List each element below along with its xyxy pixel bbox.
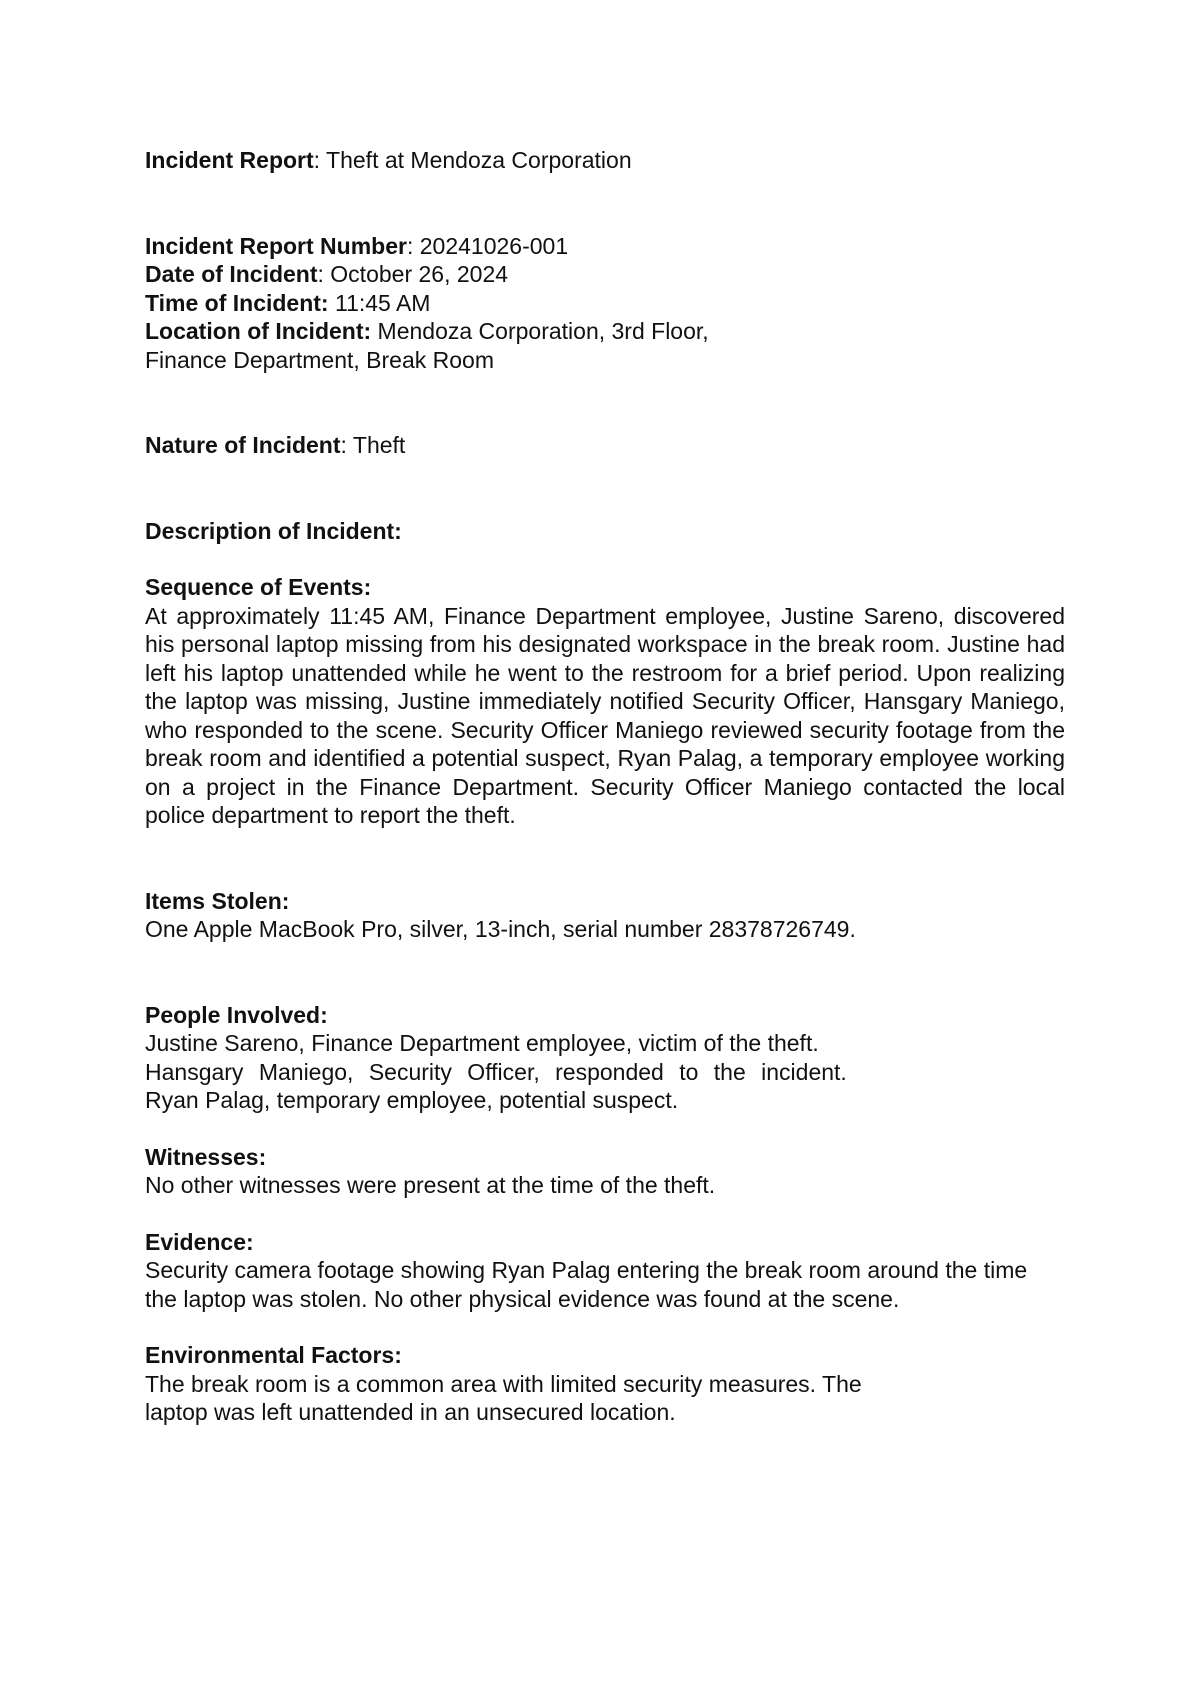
- people-heading: People Involved:: [145, 1001, 328, 1028]
- witnesses-heading: Witnesses:: [145, 1143, 267, 1170]
- incident-date: Date of Incident: October 26, 2024: [145, 261, 509, 287]
- people-line-2: Hansgary Maniego, Security Officer, responded to the incident.: [145, 1058, 847, 1085]
- incident-nature: Nature of Incident: Theft: [145, 432, 406, 458]
- incident-location-line2: Finance Department, Break Room: [145, 346, 494, 373]
- sequence-heading: Sequence of Events:: [145, 574, 372, 600]
- environment-heading: Environmental Factors:: [145, 1342, 402, 1368]
- report-title: Incident Report: Theft at Mendoza Corporation: [145, 147, 632, 173]
- incident-date-value: October 26, 2024: [330, 261, 509, 287]
- description-heading: Description of Incident:: [145, 517, 402, 544]
- incident-location: [145, 317, 1065, 346]
- items-stolen-heading: Items Stolen:: [145, 887, 290, 914]
- sequence-text: At approximately 11:45 AM, Finance Department employee, Justine Sareno, discovered his personal laptop missing from his designated workspace in the break room. Justine had left his laptop unattended while he went to the restroom for a brief period. Upon realizing the laptop was missing, Justine immediately notified Security Officer, Hansgary Maniego, who responded to the scene. Security Officer Maniego reviewed security footage from the break room and identified a potential suspect, Ryan Palag, a temporary employee working on a project in the Finance Department. Security Officer Maniego contacted the local police department to report the theft.: [145, 602, 1065, 828]
- incident-nature-value: Theft: [352, 432, 406, 458]
- report-title-label: Incident Report: [145, 147, 314, 173]
- incident-location-value-line1: Mendoza Corporation, 3rd Floor,: [377, 318, 709, 344]
- report-title-value: Theft at Mendoza Corporation: [326, 147, 632, 173]
- witnesses-text: No other witnesses were present at the time of the theft.: [145, 1172, 716, 1198]
- evidence-heading: Evidence:: [145, 1228, 254, 1255]
- report-number-value: 20241026-001: [419, 232, 569, 259]
- report-number-label: Incident Report Number: [145, 232, 407, 259]
- items-stolen-text: One Apple MacBook Pro, silver, 13-inch, serial number 28378726749.: [145, 916, 856, 942]
- incident-time-value: 11:45 AM: [334, 289, 431, 316]
- incident-date-label: Date of Incident: [145, 261, 318, 287]
- incident-report-document: [145, 146, 1065, 1427]
- report-number: Incident Report Number: 20241026-001: [145, 232, 569, 259]
- incident-time-label: Time of Incident:: [145, 289, 329, 316]
- evidence-text: Security camera footage showing Ryan Palag entering the break room around the time the laptop was stolen. No other physical evidence was found at the scene.: [145, 1257, 1028, 1312]
- people-line-3: Ryan Palag, temporary employee, potential suspect.: [145, 1087, 679, 1113]
- people-line-1: Justine Sareno, Finance Department employee, victim of the theft.: [145, 1030, 819, 1056]
- incident-time: [145, 289, 1065, 318]
- incident-nature-label: Nature of Incident: [145, 432, 341, 458]
- environment-line-2: laptop was left unattended in an unsecured location.: [145, 1399, 676, 1425]
- incident-location-label: Location of Incident:: [145, 318, 372, 344]
- environment-line-1: The break room is a common area with limited security measures. The: [145, 1370, 862, 1397]
